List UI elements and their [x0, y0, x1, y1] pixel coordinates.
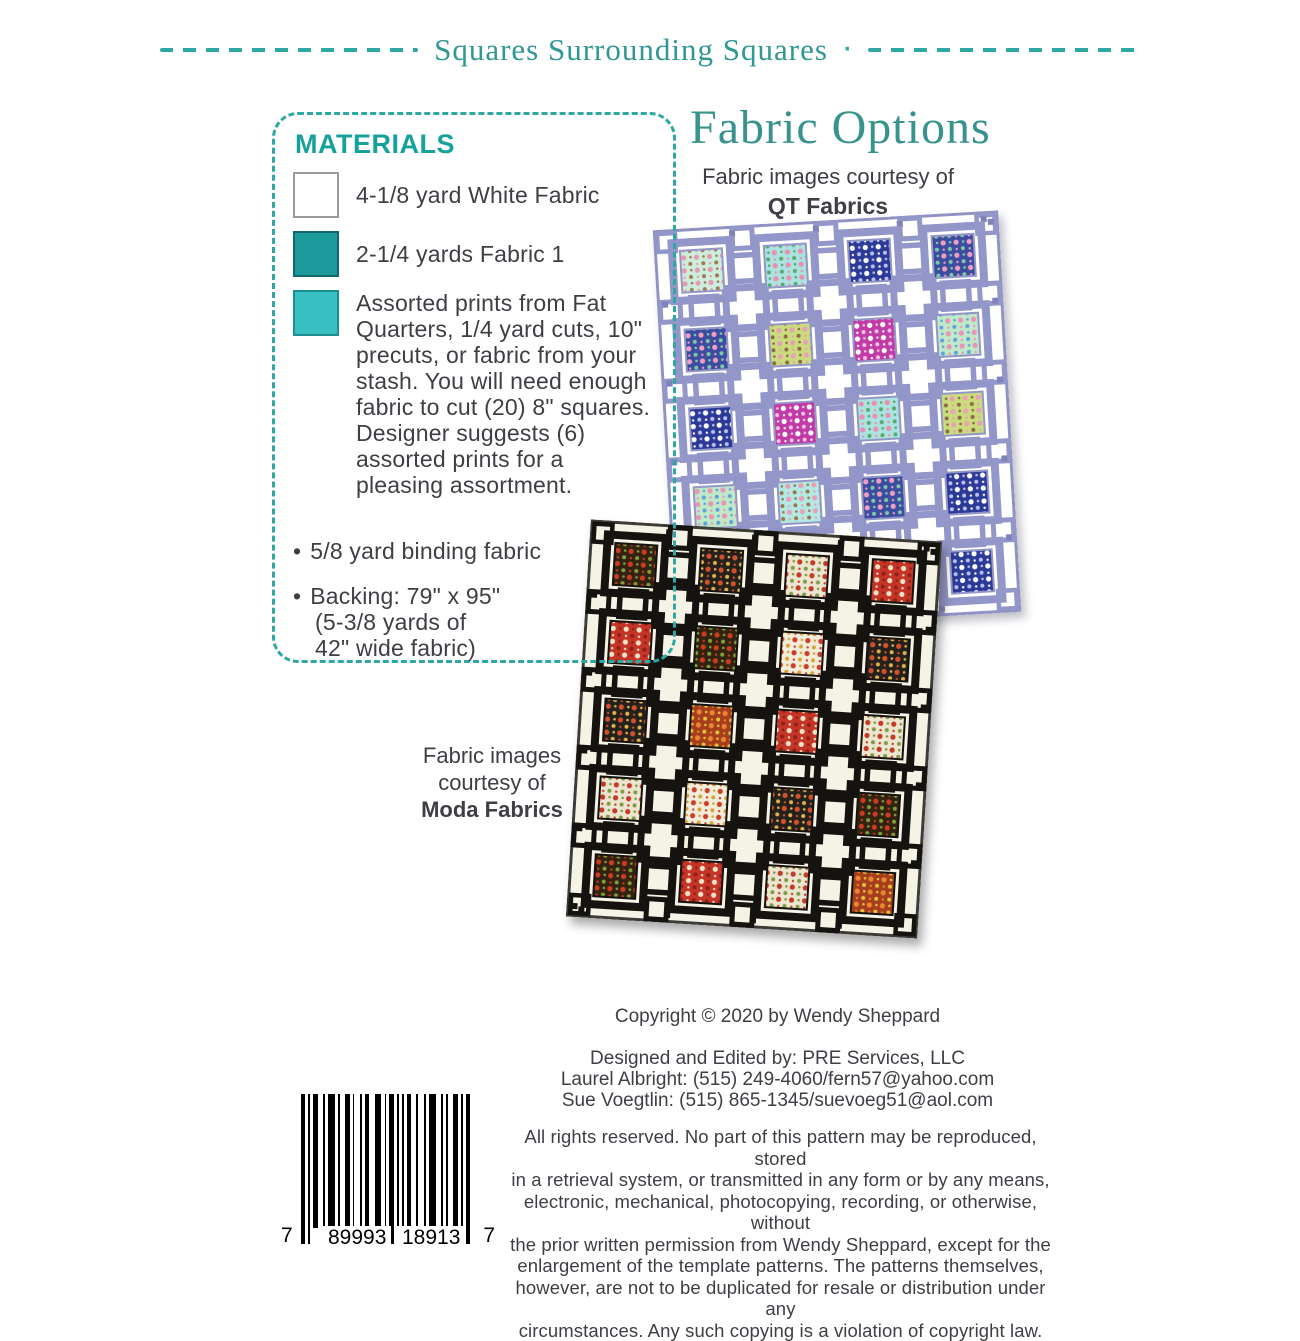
- credits-block: [515, 1006, 1040, 1111]
- fabric1-swatch: [293, 231, 339, 277]
- white-fabric-swatch: [293, 172, 339, 218]
- header-dash-left: [160, 48, 418, 52]
- qt-fabrics-caption: Fabric images courtesy of QT Fabrics: [702, 164, 954, 219]
- pattern-title: Squares Surrounding Squares: [434, 32, 828, 67]
- upc-barcode: [281, 1094, 493, 1258]
- material-item-assorted: [293, 290, 657, 498]
- copyright-line: Copyright © 2020 by Wendy Sheppard: [614, 1006, 941, 1027]
- barcode-digits-group2: 18913: [397, 1226, 465, 1250]
- material-label: 2-1/4 yards Fabric 1: [356, 240, 565, 267]
- materials-bullets: [293, 538, 657, 661]
- barcode-digit-left: 7: [281, 1224, 293, 1247]
- contact-line-2: Sue Voegtlin: (515) 865-1345/suevoeg51@aol.com: [561, 1090, 994, 1111]
- legal-text: All rights reserved. No part of this pattern may be reproduced, stored in a retrieval system, or transmitted in any form or by any means, electronic, mechanical, photocopying, recording, or otherwise, without the prior written permission from Wendy Sheppard, except for the enlargement of the template patterns. The patterns themselves, however, are not to be duplicated for resale or distribution under any circumstances. Any such copying is a violation of copyright law.: [510, 1126, 1051, 1341]
- materials-box: [272, 112, 676, 663]
- material-item-fabric1: [293, 231, 657, 277]
- material-item-white: [293, 172, 657, 218]
- header-dash-right: [868, 48, 1140, 52]
- backing-bullet: • Backing: 79" x 95" (5-3/8 yards of 42" wide fabric): [293, 583, 501, 661]
- fabric-options-heading: Fabric Options: [690, 101, 991, 154]
- page-header: [0, 30, 1300, 70]
- moda-fabrics-caption: Fabric images courtesy of Moda Fabrics: [421, 743, 563, 822]
- materials-heading: MATERIALS: [295, 129, 455, 159]
- assorted-prints-swatch: [293, 290, 339, 336]
- designed-by-line: Designed and Edited by: PRE Services, LLC: [590, 1048, 965, 1069]
- header-dot: ·: [843, 36, 852, 63]
- assorted-prints-text: Assorted prints from Fat Quarters, 1/4 yard cuts, 10" precuts, or fabric from your stash. You will need enough fabric to cut (20) 8" squares. Designer suggests (6) assorted prints for a pleasing assortment.: [356, 290, 651, 498]
- binding-bullet: • 5/8 yard binding fabric: [293, 538, 542, 564]
- contact-line-1: Laurel Albright: (515) 249-4060/fern57@yahoo.com: [560, 1069, 995, 1090]
- barcode-digit-right: 7: [483, 1224, 495, 1247]
- barcode-digits-group1: 89993: [323, 1226, 391, 1250]
- material-label: 4-1/8 yard White Fabric: [356, 181, 600, 208]
